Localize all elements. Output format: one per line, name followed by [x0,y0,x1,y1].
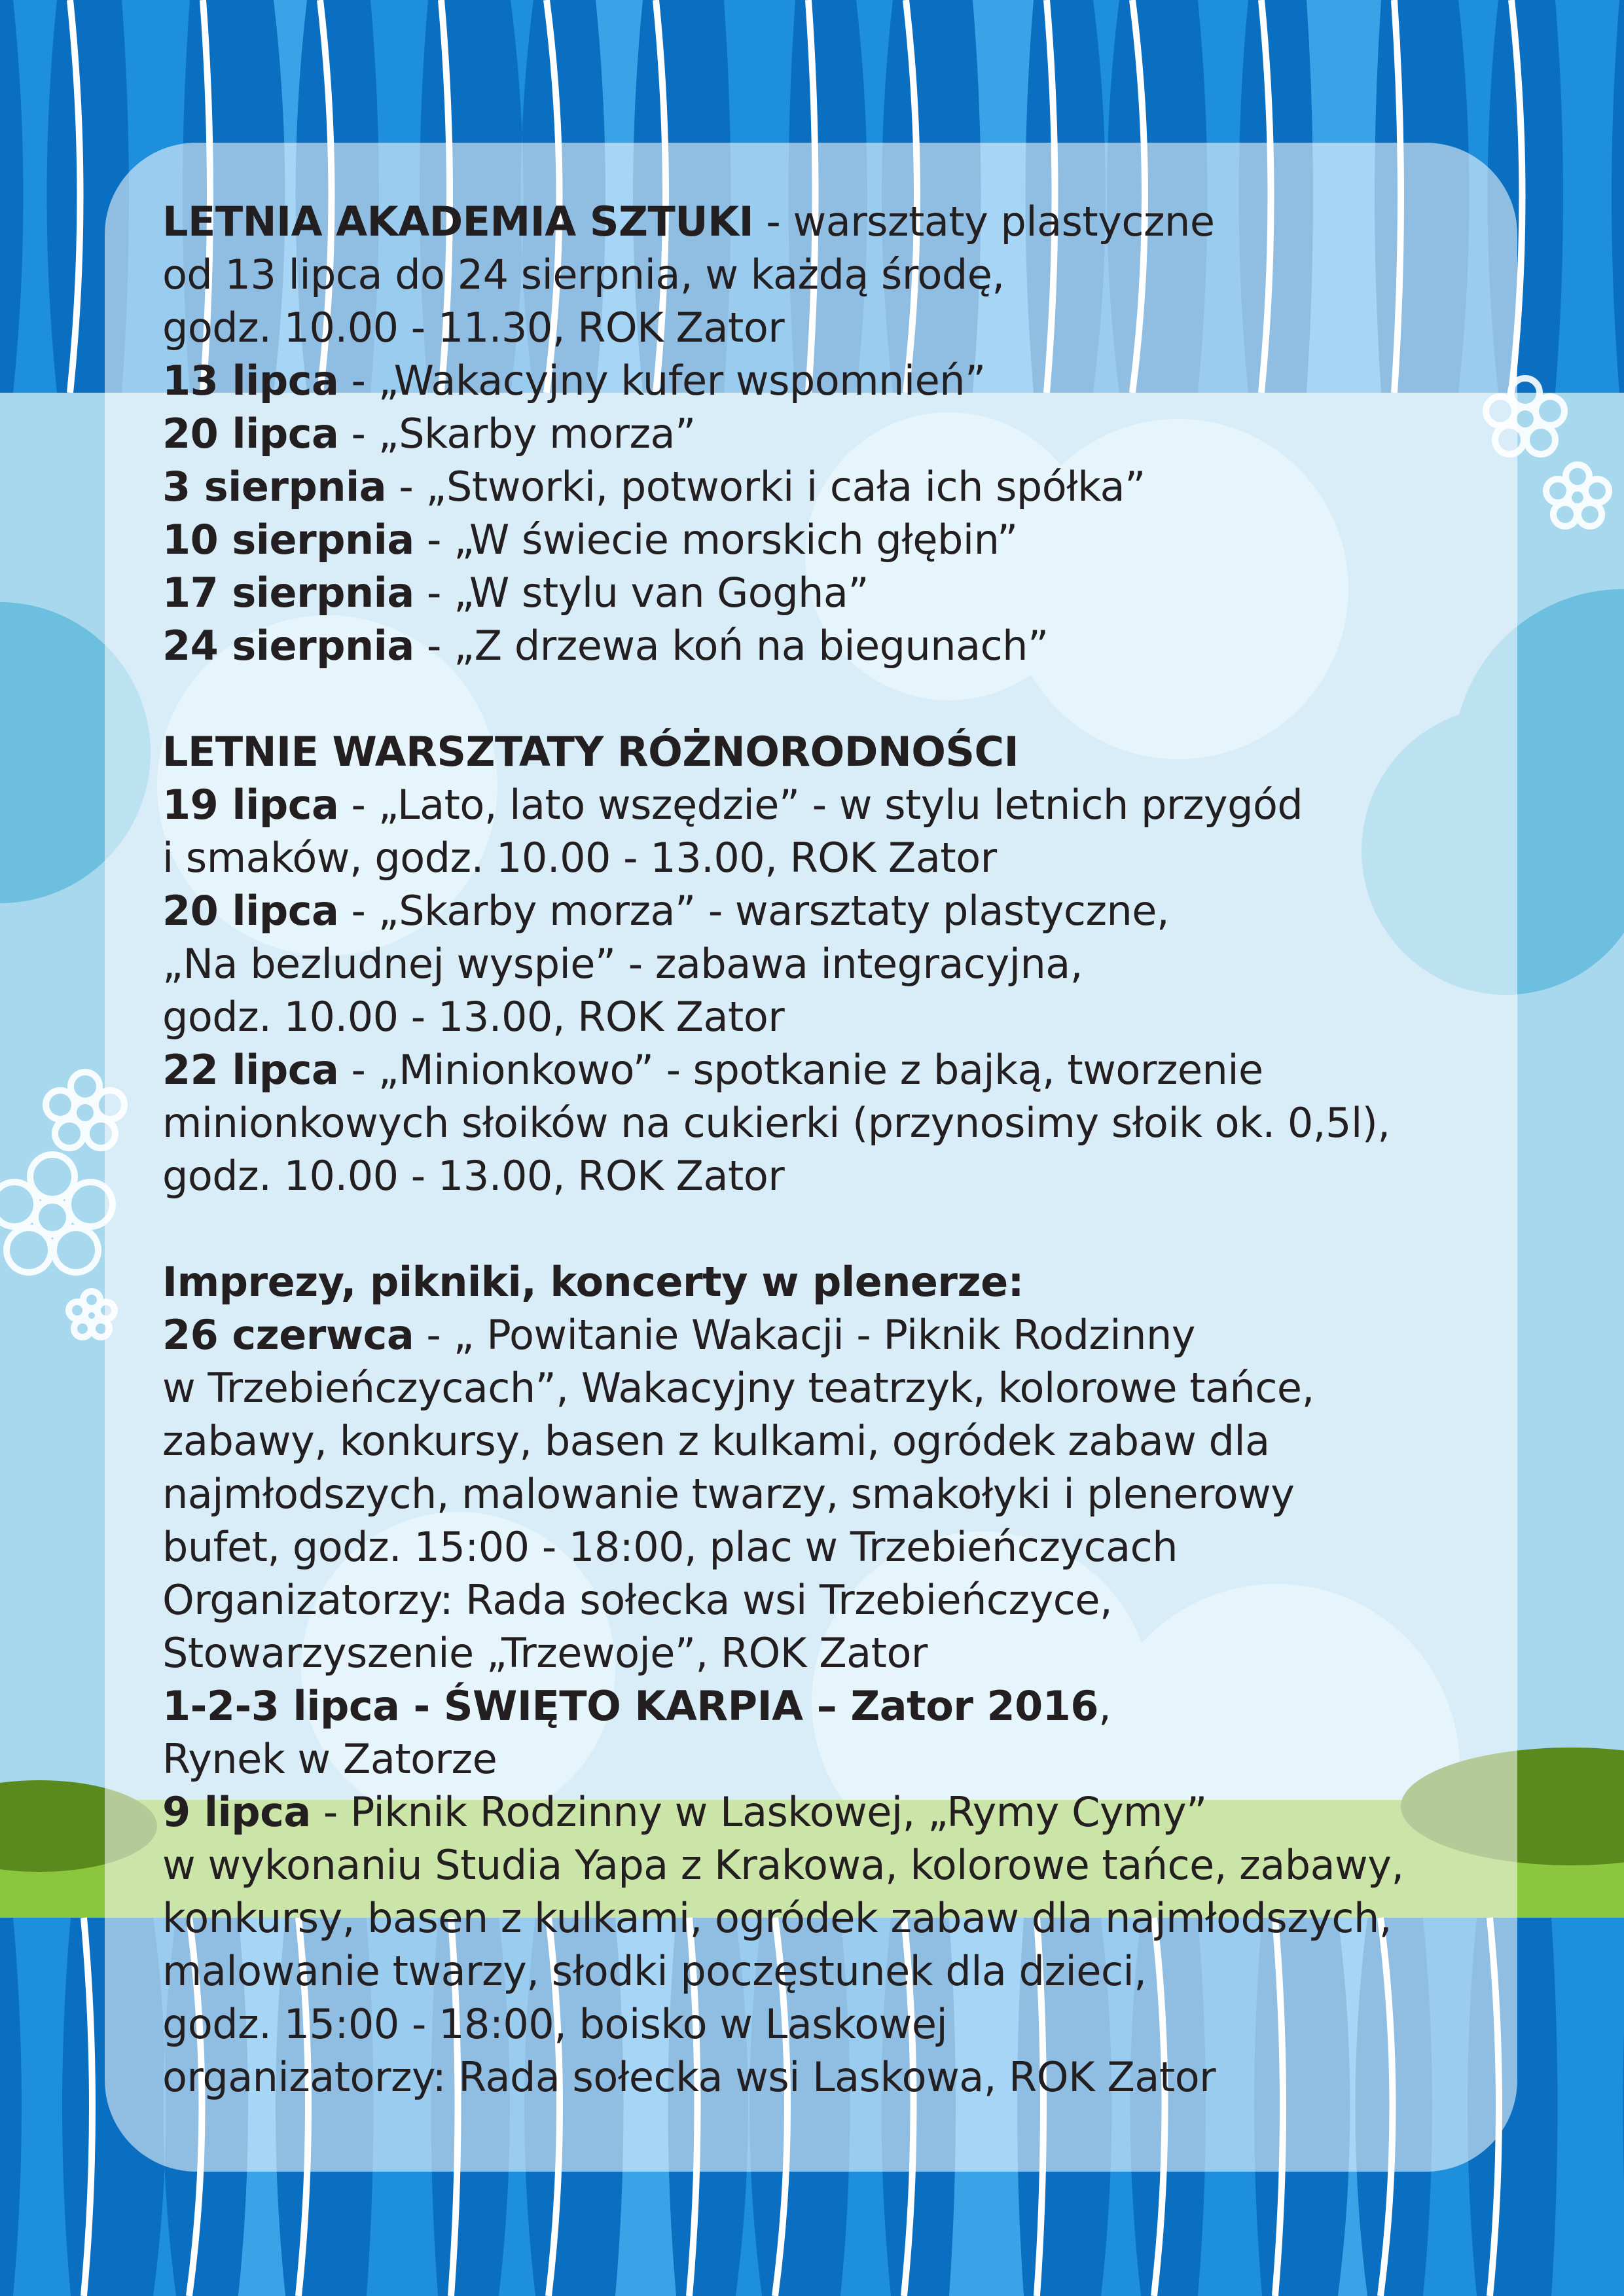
section2-heading: LETNIE WARSZTATY RÓŻNORODNOŚCI [162,728,1019,776]
event-line: 22 lipca - „Minionkowo” - spotkanie z bajką, tworzenie [162,1046,1263,1094]
event-line: „Na bezludnej wyspie” - zabawa integracyjna, [162,940,1083,988]
event-line: w Trzebieńczycach”, Wakacyjny teatrzyk, kolorowe tańce, [162,1364,1314,1412]
event-line: godz. 15:00 - 18:00, boisko w Laskowej [162,2000,948,2048]
section1-time: godz. 10.00 - 11.30, ROK Zator [162,304,785,351]
list-item: 10 sierpnia - „W świecie morskich głębin” [162,516,1018,564]
event-line: Organizatorzy: Rada sołecka wsi Trzebieńczyce, [162,1576,1113,1624]
list-item: 24 sierpnia - „Z drzewa koń na biegunach” [162,622,1049,670]
list-item: 3 sierpnia - „Stworki, potworki i cała ich spółka” [162,463,1146,511]
event-line: Rynek w Zatorze [162,1735,497,1783]
event-line: organizatorzy: Rada sołecka wsi Laskowa, ROK Zator [162,2053,1216,2101]
event-line: malowanie twarzy, słodki poczęstunek dla dzieci, [162,1947,1147,1995]
list-item: 13 lipca - „Wakacyjny kufer wspomnień” [162,357,986,404]
section1-heading-line: LETNIA AKADEMIA SZTUKI - warsztaty plastyczne [162,198,1215,245]
section2-heading-line [162,725,1504,778]
event-line: godz. 10.00 - 13.00, ROK Zator [162,993,785,1041]
event-line: najmłodszych, malowanie twarzy, smakołyki i plenerowy [162,1470,1295,1518]
section3-heading-line [162,1255,1504,1308]
event-line: w wykonaniu Studia Yapa z Krakowa, kolorowe tańce, zabawy, [162,1841,1404,1889]
event-line: 26 czerwca - „ Powitanie Wakacji - Piknik Rodzinny [162,1311,1195,1359]
event-line: 9 lipca - Piknik Rodzinny w Laskowej, „Rymy Cymy” [162,1788,1207,1836]
list-item: 17 sierpnia - „W stylu van Gogha” [162,569,869,617]
event-line: bufet, godz. 15:00 - 18:00, plac w Trzebieńczycach [162,1523,1178,1571]
event-line: godz. 10.00 - 13.00, ROK Zator [162,1152,785,1200]
event-line: 1-2-3 lipca - ŚWIĘTO KARPIA – Zator 2016, [162,1682,1111,1730]
event-line: konkursy, basen z kulkami, ogródek zabaw dla najmłodszych, [162,1894,1392,1942]
event-line: 20 lipca - „Skarby morza” - warsztaty plastyczne, [162,887,1170,935]
event-schedule [162,195,1504,2104]
event-line: Stowarzyszenie „Trzewoje”, ROK Zator [162,1629,928,1677]
event-line: i smaków, godz. 10.00 - 13.00, ROK Zator [162,834,997,882]
section1-dates: od 13 lipca do 24 sierpnia, w każdą środę, [162,251,1005,298]
event-line: zabawy, konkursy, basen z kulkami, ogródek zabaw dla [162,1417,1270,1465]
event-line: minionkowych słoików na cukierki (przynosimy słoik ok. 0,5l), [162,1099,1390,1147]
list-item: 20 lipca - „Skarby morza” [162,410,696,457]
event-line: 19 lipca - „Lato, lato wszędzie” - w stylu letnich przygód [162,781,1303,829]
section3-heading: Imprezy, pikniki, koncerty w plenerze: [162,1258,1024,1306]
section1-heading: LETNIA AKADEMIA SZTUKI [162,198,754,245]
